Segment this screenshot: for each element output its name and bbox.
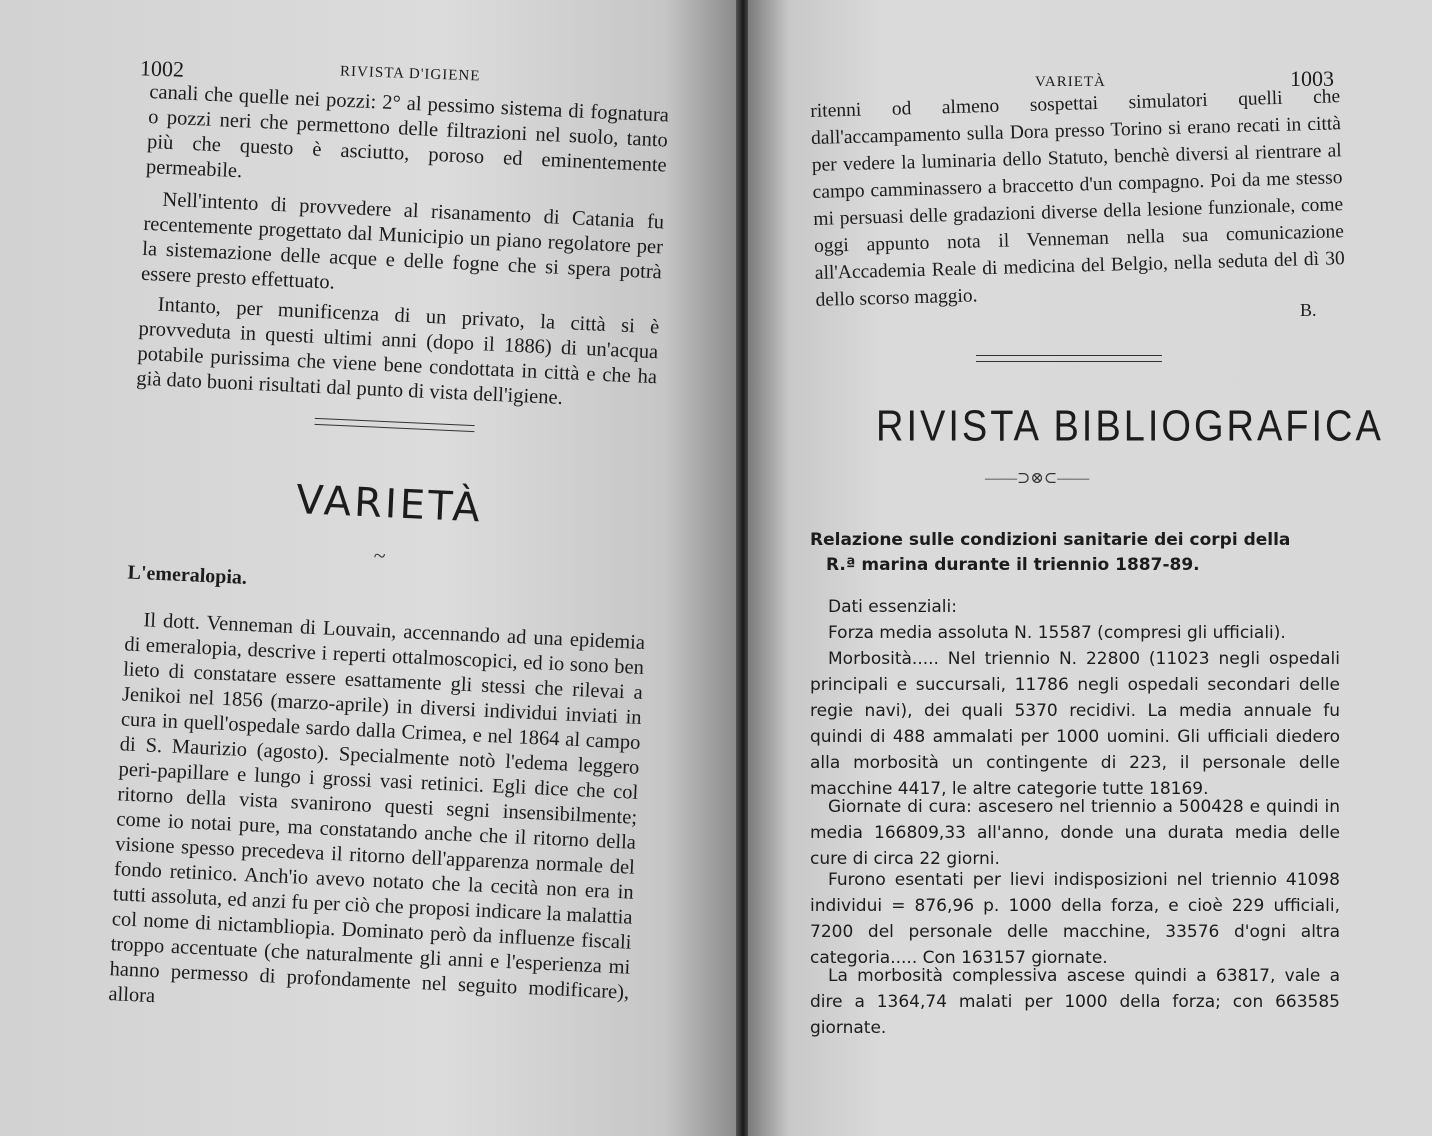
page-number: 1002	[139, 55, 185, 82]
article-text: Il dott. Venneman di Louvain, accennando ad una epidemia di emeralopia, descrive i reperti ottalmoscopici, ed io sono ben lieto di constatare essere esattamente gli stessi che rilevai a Jenikoi nel 1856 (marzo-aprile) in diversi individui inviati in cura in quell'ospedale sardo dalla Crimea, e nel 1864 al campo di S. Maurizio (agosto). Specialmente notò l'edema leggero peri-papillare e lungo i grossi vasi retinici. Egli dice che col ritorno della vista svanirono questi segni insensibilmente; come io notai pure, ma constatando anche che il ritorno della visione spesso precedeva il ritorno dell'apparenza normale del fondo retinico. Anch'io avevo notato che la cecità non era in tutti assoluta, ed anzi fu per ciò che proposi indicare la malattia col nome di nictambliopia. Dominato però da influenze fiscali troppo accentuate (che naturalmente gli anni e l'esperienza mi hanno permesso di profondamente nel seguito modificare), allora	[107, 609, 646, 1008]
running-head: RIVISTA D'IGIENE	[339, 63, 481, 85]
section-title: RIVISTA BIBLIOGRAFICA	[876, 402, 1384, 452]
running-head: VARIETÀ	[1035, 74, 1106, 90]
paragraph: Furono esentati per lievi indisposizioni nel triennio 41098 individui = 876,96 p. 1000 della forza, e cioè 229 ufficiali, 7200 del personale delle macchine, 33576 d'ogni altra categoria..... Con 163157 giornate.	[810, 870, 1340, 968]
article-title: L'emeralopia.	[127, 561, 248, 589]
left-body	[106, 80, 669, 1063]
paragraph: Dati essenziali:	[828, 597, 957, 617]
paragraph: Morbosità..... Nel triennio N. 22800 (11023 negli ospedali principali e succursali, 11786 negli ospedali secondari delle regie navi), dei quali 5370 recidivi. La media annuale fu quindi di 488 ammalati per 1000 uomini. Gli ufficiali diedero alla morbosità un contingente di 223, il personale delle macchine 4417, le altre categorie tutte 18169.	[810, 649, 1340, 799]
continued-text: ritenni od almeno sospettai simulatori quelli che dall'accampamento sulla Dora presso Torino si erano recati in città per vedere la luminaria dello Statuto, benchè diversi al rientrare al campo camminassero a braccetto d'un compagno. Poi da me stesso mi persuasi delle gradazioni diverse della lesione funzionale, come oggi appunto nota il Venneman nella sua comunicazione all'Accademia Reale di medicina del Belgio, nella seduta del dì 30 dello scorso maggio.	[810, 86, 1345, 311]
paragraph: La morbosità complessiva ascese quindi a 63817, vale a dire a 1364,74 malati per 1000 della forza; con 663585 giornate.	[810, 966, 1340, 1038]
article-title: Relazione sulle condizioni sanitarie dei corpi della	[810, 530, 1291, 550]
paragraph: Intanto, per munificenza di un privato, la città si è provveduta in questi ultimi anni (dopo il 1886) di un'acqua potabile purissima che viene bene condottata in città e che ha già dato buoni risultati dal punto di vista dell'igiene.	[135, 293, 660, 410]
page-number: 1003	[1290, 66, 1334, 91]
article-title: R.ª marina durante il triennio 1887-89.	[826, 555, 1200, 575]
signature: B.	[1300, 300, 1317, 320]
section-rule	[976, 355, 1162, 362]
section-title: VARIETÀ	[295, 477, 484, 532]
paragraph: canali che quelle nei pozzi: 2° al pessimo sistema di fognatura o pozzi neri che permettono delle filtrazioni nel suolo, tanto più che questo è asciutto, poroso ed eminentemente permeabile.	[145, 80, 670, 183]
paragraph: Forza media assoluta N. 15587 (compresi gli ufficiali).	[828, 623, 1286, 643]
section-rule	[315, 418, 475, 432]
ornament: ~	[373, 542, 387, 569]
paragraph: Giornate di cura: ascesero nel triennio a 500428 e quindi in media 166809,33 all'anno, donde una durata media delle cure di circa 22 giorni.	[810, 797, 1340, 869]
ornament: ——⊃⊗⊂——	[985, 470, 1090, 487]
paragraph: Nell'intento di provvedere al risanamento di Catania fu recentemente progettato dal Municipio un piano regolatore per la sistemazione delle acque e delle fogne che si spera potrà essere presto effettuato.	[140, 188, 665, 294]
